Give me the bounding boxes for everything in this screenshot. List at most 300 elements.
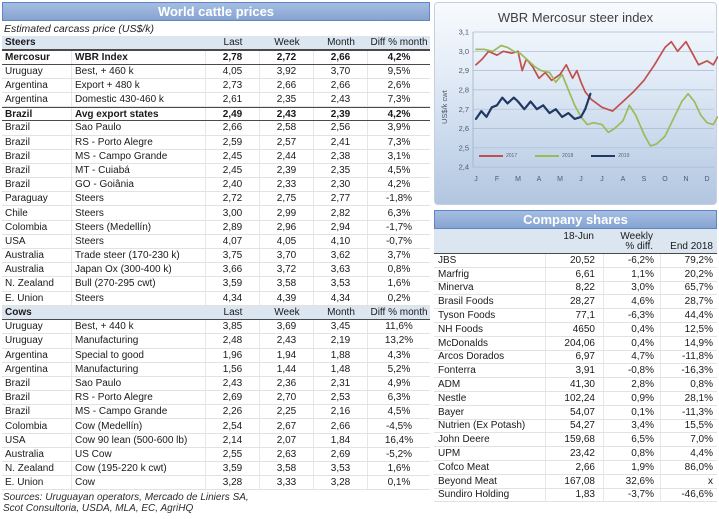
legend-swatch-2018 [535, 155, 559, 157]
cell-company: Sundiro Holding [434, 489, 546, 502]
cell-last: 4,05 [206, 65, 260, 78]
cell-diff-pct: 4,2% [387, 51, 411, 63]
cell-month: 2,69 [314, 448, 368, 461]
cows-rows [2, 320, 430, 490]
world-cattle-prices-panel [2, 2, 430, 514]
cell-price: 167,08 [546, 475, 604, 488]
cell-company: Marfrig [434, 268, 546, 281]
cell-week: 3,69 [260, 320, 314, 333]
company-shares-panel [434, 210, 717, 502]
cell-description: Bull (270-295 cwt) [72, 277, 206, 290]
cell-country: Colombia [2, 419, 72, 432]
table-row [2, 221, 430, 235]
cell-price: 23,42 [546, 447, 604, 460]
cell-end-2018: 4,4% [690, 448, 713, 460]
cell-week: 2,67 [260, 419, 314, 432]
table-row [434, 406, 717, 420]
table-row [2, 65, 430, 79]
cell-month: 2,38 [314, 150, 368, 163]
table-row [2, 405, 430, 419]
cell-month: 2,39 [314, 108, 368, 120]
cell-country: Brazil [2, 150, 72, 163]
cell-country: Uruguay [2, 65, 72, 78]
cell-weekly-diff: 0,8% [604, 447, 661, 460]
cell-description: Cow (Medellín) [72, 419, 206, 432]
shares-column-date: 18-Jun [563, 230, 594, 242]
cell-week: 2,44 [260, 150, 314, 163]
cell-end-2018: 20,2% [684, 268, 713, 280]
cell-month: 2,31 [314, 377, 368, 390]
series-line-2019 [476, 94, 590, 119]
cell-description: Cow (195-220 k cwt) [72, 462, 206, 475]
cell-diff-pct: 2,6% [387, 79, 411, 91]
x-tick-label: M [515, 176, 521, 183]
cell-country: Uruguay [2, 320, 72, 333]
legend-label: 2018 [562, 153, 574, 159]
cell-description: MS - Campo Grande [72, 150, 206, 163]
cell-end-2018: 12,5% [684, 323, 713, 335]
column-header-month: Month [327, 306, 355, 318]
cell-country: Brazil [2, 164, 72, 177]
table-row [434, 351, 717, 365]
y-tick-label: 3,1 [458, 27, 469, 37]
table-row [2, 249, 430, 263]
cell-weekly-diff: 1,1% [604, 268, 661, 281]
chart-legend [479, 153, 629, 159]
cell-country: N. Zealand [2, 277, 72, 290]
cell-price: 1,83 [546, 489, 604, 502]
cell-week: 3,72 [260, 263, 314, 276]
shares-header-row-2 [434, 242, 717, 255]
shares-column-end-2018: End 2018 [670, 241, 713, 252]
cell-diff-pct: 3,9% [387, 122, 411, 134]
cell-price: 6,97 [546, 351, 604, 364]
shares-column-weekly: Weekly [620, 230, 653, 242]
legend-item [479, 153, 517, 159]
cell-country: Argentina [2, 93, 72, 106]
cell-diff-pct: 0,1% [387, 477, 411, 489]
legend-label: 2019 [618, 153, 630, 159]
cell-month: 2,82 [314, 206, 368, 219]
table-row [2, 391, 430, 405]
cell-month: 3,70 [314, 65, 368, 78]
cell-diff-pct: 1,6% [387, 463, 411, 475]
cell-description: Best, + 440 k [72, 320, 206, 333]
cell-price: 2,66 [546, 461, 604, 474]
cell-description: MS - Campo Grande [72, 405, 206, 418]
cell-country: Brazil [2, 121, 72, 134]
cell-last: 2,59 [206, 136, 260, 149]
cell-diff-pct: 9,5% [387, 65, 411, 77]
cell-description: US Cow [72, 448, 206, 461]
cell-last: 2,26 [206, 405, 260, 418]
cell-country: Argentina [2, 363, 72, 376]
cell-company: Tyson Foods [434, 309, 546, 322]
cell-description: RS - Porto Alegre [72, 136, 206, 149]
cell-month: 3,62 [314, 249, 368, 262]
cell-weekly-diff: -0,8% [604, 364, 661, 377]
cell-week: 2,33 [260, 178, 314, 191]
cell-last: 2,45 [206, 164, 260, 177]
cell-company: Beyond Meat [434, 475, 546, 488]
cell-last: 2,73 [206, 79, 260, 92]
cell-month: 3,45 [314, 320, 368, 333]
cell-diff-pct: 3,1% [387, 150, 411, 162]
table-row [2, 349, 430, 363]
cell-weekly-diff: 3,4% [604, 420, 661, 433]
cell-last: 2,61 [206, 93, 260, 106]
cell-last: 2,40 [206, 178, 260, 191]
table-row [2, 334, 430, 348]
cell-end-2018: 14,9% [684, 337, 713, 349]
cell-diff-pct: 4,9% [387, 378, 411, 389]
cell-end-2018: -11,8% [682, 351, 713, 363]
cell-price: 159,68 [546, 433, 604, 446]
chart-plot-area [435, 3, 718, 204]
cell-country: Colombia [2, 221, 72, 234]
cell-company: NH Foods [434, 323, 546, 336]
cell-company: UPM [434, 447, 546, 460]
cell-end-2018: 28,1% [684, 392, 713, 404]
cell-weekly-diff: -6,2% [604, 254, 661, 267]
cell-diff-pct: -0,7% [385, 235, 413, 247]
cell-month: 2,66 [314, 51, 368, 63]
cell-end-2018: 86,0% [684, 461, 713, 473]
table-row [2, 136, 430, 150]
cell-week: 2,25 [260, 405, 314, 418]
cell-description: Manufacturing [72, 363, 206, 376]
x-tick-label: F [494, 176, 500, 183]
cell-diff-pct: 5,2% [387, 363, 411, 375]
cell-week: 3,33 [260, 476, 314, 489]
cell-country: Brazil [2, 405, 72, 418]
cell-country: E. Union [2, 292, 72, 305]
shares-rows [434, 254, 717, 502]
x-tick-label: J [474, 176, 478, 183]
table-row [2, 206, 430, 220]
x-tick-label: D [704, 176, 710, 183]
cell-description: Trade steer (170-230 k) [72, 249, 206, 262]
cell-weekly-diff: 6,5% [604, 433, 661, 446]
cell-last: 2,49 [206, 108, 260, 120]
cell-price: 204,06 [546, 337, 604, 350]
table-row [434, 447, 717, 461]
cell-end-2018: 28,7% [684, 296, 713, 308]
y-tick-label: 2,5 [458, 143, 469, 153]
cell-weekly-diff: 0,4% [604, 337, 661, 350]
legend-swatch-2019 [591, 155, 615, 157]
cell-last: 2,55 [206, 448, 260, 461]
cell-week: 2,96 [260, 221, 314, 234]
cell-country: Argentina [2, 349, 72, 362]
cell-week: 3,58 [260, 277, 314, 290]
cell-company: Nestle [434, 392, 546, 405]
cell-month: 1,48 [314, 363, 368, 376]
cell-month: 3,63 [314, 263, 368, 276]
table-row [2, 121, 430, 135]
cell-last: 3,28 [206, 476, 260, 489]
cell-company: John Deere [434, 433, 546, 446]
cell-description: Sao Paulo [72, 121, 206, 134]
cell-description: Special to good [72, 349, 206, 362]
x-tick-label: O [662, 176, 668, 183]
cell-description: Steers [72, 235, 206, 248]
cell-price: 6,61 [546, 268, 604, 281]
table-row [434, 489, 717, 503]
cell-month: 2,77 [314, 192, 368, 205]
cell-diff-pct: -4,5% [385, 420, 413, 432]
cell-month: 2,16 [314, 405, 368, 418]
cell-weekly-diff: 4,7% [604, 351, 661, 364]
cell-month: 3,53 [314, 277, 368, 290]
mercosur-steer-index-chart [434, 2, 717, 205]
cell-month: 2,66 [314, 79, 368, 92]
y-tick-label: 2,4 [458, 162, 469, 172]
cell-price: 54,27 [546, 420, 604, 433]
cell-description: RS - Porto Alegre [72, 391, 206, 404]
cell-diff-pct: -5,2% [385, 448, 413, 460]
cell-end-2018: 79,2% [684, 254, 713, 266]
table-row [434, 323, 717, 337]
cell-company: Brasil Foods [434, 295, 546, 308]
cell-country: Brazil [2, 391, 72, 404]
cell-weekly-diff: 0,4% [604, 323, 661, 336]
cell-month: 3,28 [314, 476, 368, 489]
table-row [2, 320, 430, 334]
cell-description: Steers [72, 292, 206, 305]
cell-country: N. Zealand [2, 462, 72, 475]
y-tick-label: 2,7 [458, 104, 469, 114]
legend-swatch-2017 [479, 155, 503, 157]
cell-week: 2,72 [260, 51, 314, 63]
left-table-subtitle: Estimated carcass price (US$/k) [4, 23, 154, 35]
steers-rows [2, 50, 430, 305]
cell-diff-pct: 7,3% [387, 136, 411, 148]
cell-country: Australia [2, 448, 72, 461]
cell-description: Domestic 430-460 k [72, 93, 206, 106]
table-row [434, 282, 717, 296]
chart-y-axis-label: US$/k cwt [440, 90, 449, 124]
cell-week: 1,44 [260, 363, 314, 376]
table-row [434, 461, 717, 475]
cell-diff-pct: 11,6% [385, 321, 413, 333]
cell-week: 2,58 [260, 121, 314, 134]
cell-description: Cow 90 lean (500-600 lb) [72, 434, 206, 447]
cell-company: Cofco Meat [434, 461, 546, 474]
cell-last: 2,14 [206, 434, 260, 447]
shares-header-row-1 [434, 229, 717, 242]
cell-description: Best, + 460 k [72, 65, 206, 78]
table-row [434, 420, 717, 434]
x-tick-label: J [600, 176, 604, 183]
cell-week: 3,70 [260, 249, 314, 262]
cell-week: 2,43 [260, 334, 314, 347]
cell-month: 1,84 [314, 434, 368, 447]
cell-month: 2,35 [314, 164, 368, 177]
table-row [434, 254, 717, 268]
cell-description: Japan Ox (300-400 k) [72, 263, 206, 276]
table-row [434, 475, 717, 489]
cell-weekly-diff: 0,1% [604, 406, 661, 419]
cell-last: 3,59 [206, 277, 260, 290]
cell-week: 4,39 [260, 292, 314, 305]
x-tick-label: A [536, 176, 542, 183]
cell-diff-pct: -1,7% [385, 221, 413, 233]
cell-end-2018: -16,3% [681, 365, 713, 377]
table-row [2, 150, 430, 164]
cell-company: Arcos Dorados [434, 351, 546, 364]
y-tick-label: 2,6 [458, 124, 469, 134]
cell-last: 2,89 [206, 221, 260, 234]
cell-last: 2,54 [206, 419, 260, 432]
cell-description: Steers [72, 192, 206, 205]
cell-month: 4,34 [314, 292, 368, 305]
cell-description: Sao Paulo [72, 377, 206, 390]
table-row [434, 268, 717, 282]
table-row [2, 476, 430, 490]
cell-month: 2,66 [314, 419, 368, 432]
sources-line-2: Scot Consultoria, USDA, MLA, EC, AgriHQ [3, 503, 194, 515]
x-tick-label: N [683, 176, 689, 183]
cell-month: 2,41 [314, 136, 368, 149]
cell-weekly-diff: -3,7% [604, 489, 661, 502]
cell-last: 3,75 [206, 249, 260, 262]
cell-last: 3,59 [206, 462, 260, 475]
cell-last: 1,96 [206, 349, 260, 362]
cell-company: JBS [434, 254, 546, 267]
table-row [2, 363, 430, 377]
cell-week: 2,57 [260, 136, 314, 149]
cell-weekly-diff: -6,3% [604, 309, 661, 322]
cell-last: 3,00 [206, 206, 260, 219]
cell-week: 2,66 [260, 79, 314, 92]
cell-diff-pct: 3,7% [387, 250, 411, 262]
cell-week: 2,70 [260, 391, 314, 404]
table-row [2, 107, 430, 121]
cell-diff-pct: 0,8% [387, 264, 411, 276]
cell-description: Avg export states [72, 108, 206, 120]
cell-price: 20,52 [546, 254, 604, 267]
cell-end-2018: x [708, 475, 713, 487]
cell-diff-pct: 1,6% [387, 278, 411, 290]
cows-header-row [2, 306, 430, 320]
cell-month: 2,94 [314, 221, 368, 234]
table-row [2, 434, 430, 448]
column-header-last: Last [223, 37, 243, 49]
cell-country: Brazil [2, 136, 72, 149]
cell-month: 2,53 [314, 391, 368, 404]
steers-section-label: Steers [5, 37, 36, 49]
column-header-diff: Diff % month [370, 37, 428, 49]
cell-diff-pct: 16,4% [384, 434, 414, 446]
cell-month: 2,56 [314, 121, 368, 134]
cell-country: Australia [2, 263, 72, 276]
cell-end-2018: 0,8% [690, 379, 713, 391]
legend-label: 2017 [506, 153, 518, 159]
cell-diff-pct: 4,3% [387, 349, 411, 361]
table-row [434, 337, 717, 351]
cell-month: 2,43 [314, 93, 368, 106]
cell-diff-pct: 0,2% [387, 292, 411, 304]
cell-country: Mercosur [2, 51, 72, 63]
cell-weekly-diff: 3,0% [604, 282, 661, 295]
cell-country: Brazil [2, 108, 72, 120]
legend-item [535, 153, 573, 159]
x-tick-label: M [557, 176, 563, 183]
cell-last: 2,45 [206, 150, 260, 163]
cell-description: Export + 480 k [72, 79, 206, 92]
cell-weekly-diff: 0,9% [604, 392, 661, 405]
table-row [2, 93, 430, 107]
cell-company: Minerva [434, 282, 546, 295]
table-row [434, 392, 717, 406]
table-row [434, 309, 717, 323]
cell-country: Paraguay [2, 192, 72, 205]
cell-end-2018: -46,6% [681, 489, 713, 501]
sources-note [2, 490, 430, 514]
cell-country: Argentina [2, 79, 72, 92]
table-row [2, 292, 430, 306]
cell-company: Bayer [434, 406, 546, 419]
cell-last: 3,66 [206, 263, 260, 276]
cell-description: MT - Cuiabá [72, 164, 206, 177]
shares-title: Company shares [434, 210, 717, 229]
cell-week: 3,92 [260, 65, 314, 78]
x-tick-label: J [579, 176, 583, 183]
cell-last: 2,48 [206, 334, 260, 347]
cell-week: 2,75 [260, 192, 314, 205]
table-row [2, 277, 430, 291]
cell-company: Nutrien (Ex Potash) [434, 420, 546, 433]
cell-country: Brazil [2, 178, 72, 191]
table-row [434, 433, 717, 447]
cell-end-2018: -11,3% [682, 406, 713, 418]
cell-last: 2,72 [206, 192, 260, 205]
cell-country: Australia [2, 249, 72, 262]
cell-last: 2,69 [206, 391, 260, 404]
series-line-2017 [476, 42, 718, 111]
cell-diff-pct: 7,3% [387, 94, 411, 106]
cell-end-2018: 15,5% [684, 420, 713, 432]
cell-price: 3,91 [546, 364, 604, 377]
table-row [2, 192, 430, 206]
table-row [434, 378, 717, 392]
y-tick-label: 2,8 [458, 85, 469, 95]
cell-company: ADM [434, 378, 546, 391]
left-table-title: World cattle prices [2, 2, 430, 21]
cell-week: 2,39 [260, 164, 314, 177]
table-row [2, 50, 430, 64]
cell-price: 4650 [546, 323, 604, 336]
cell-description: WBR Index [72, 51, 206, 63]
y-tick-label: 3,0 [458, 46, 469, 56]
cell-weekly-diff: 4,6% [604, 295, 661, 308]
cell-last: 2,66 [206, 121, 260, 134]
cell-week: 1,94 [260, 349, 314, 362]
column-header-month: Month [327, 37, 355, 49]
cell-week: 2,36 [260, 377, 314, 390]
chart-title: WBR Mercosur steer index [497, 10, 654, 25]
cell-country: USA [2, 235, 72, 248]
table-row [2, 377, 430, 391]
column-header-last: Last [223, 306, 243, 318]
sources-line-1: Sources: Uruguayan operators, Mercado de Liniers SA, [3, 492, 249, 504]
table-row [434, 295, 717, 309]
x-tick-label: A [620, 176, 626, 183]
table-row [2, 178, 430, 192]
cell-description: Steers (Medellín) [72, 221, 206, 234]
cell-diff-pct: 6,3% [387, 207, 411, 219]
